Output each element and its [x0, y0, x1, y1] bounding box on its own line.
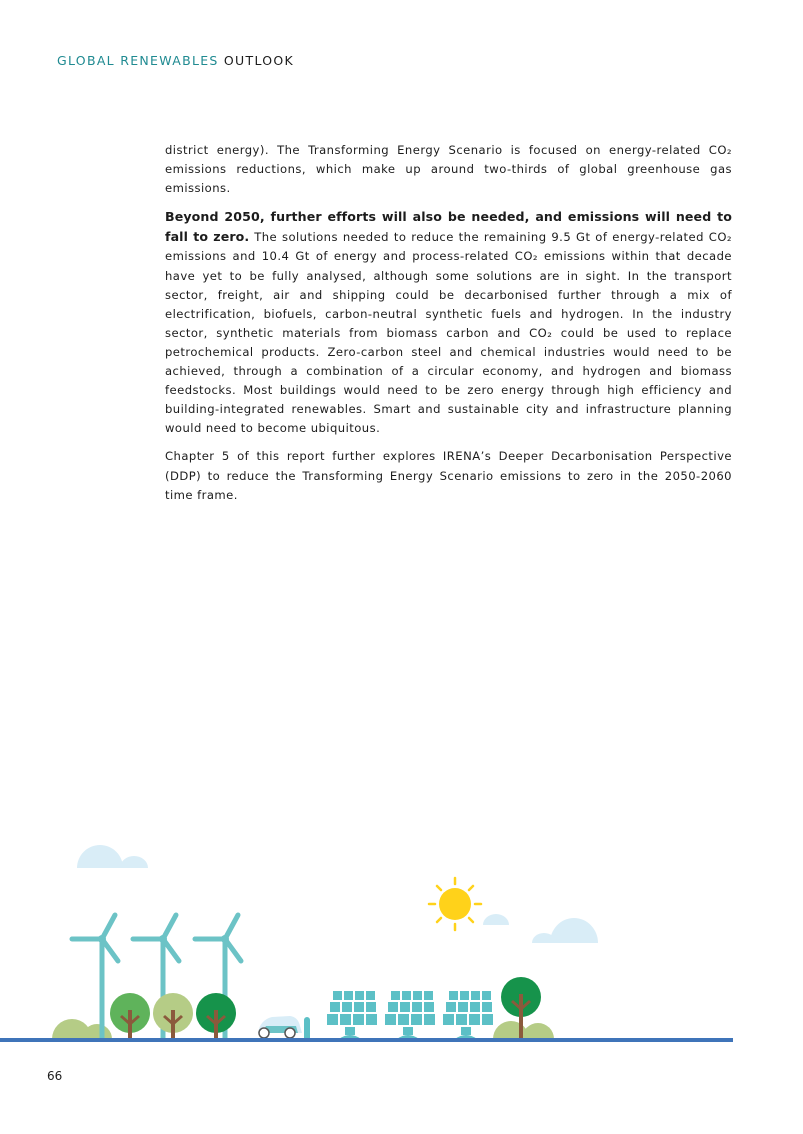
page-number: 66: [47, 1069, 63, 1083]
paragraph-1-text: district energy). The Transforming Energy Scenario is focused on energy-related CO₂ emissions reductions, which make up around two-thirds of global greenhouse gas emissions.: [165, 143, 732, 196]
paragraph-2: [165, 207, 732, 438]
solar-panel-icon: [327, 991, 377, 1039]
paragraph-3-text: Chapter 5 of this report further explores IRENA’s Deeper Decarbonisation Perspective (DDP) to reduce the Transforming Energy Scenario emissions to zero in the 2050-2060 time frame.: [165, 449, 732, 502]
header-title-part-a: GLOBAL RENEWABLES: [57, 53, 219, 68]
paragraph-2-lead: Beyond 2050, further efforts will also be needed, and emissions will need to fall to zero.: [165, 209, 732, 245]
header-title-part-b: OUTLOOK: [223, 53, 295, 68]
solar-panel-icon: [385, 991, 435, 1039]
cloud-icon: [483, 914, 509, 925]
ground-line: [0, 1038, 733, 1042]
electric-car-icon: [258, 1016, 310, 1039]
paragraph-1: [165, 141, 732, 198]
turbine-hub: [221, 935, 229, 943]
cloud-icon: [77, 845, 148, 868]
renewable-energy-illustration: [0, 830, 803, 1050]
turbine-hub: [159, 935, 167, 943]
bush-icon: [493, 1021, 554, 1039]
tree-icon: [110, 993, 150, 1039]
turbine-hub: [98, 935, 106, 943]
tree-icon: [153, 993, 193, 1039]
body-text: [165, 141, 732, 514]
tree-icon: [196, 993, 236, 1039]
paragraph-3: [165, 447, 732, 504]
sun-icon: [429, 878, 481, 930]
paragraph-2-text: The solutions needed to reduce the remaining 9.5 Gt of energy-related CO₂ emissions and 10.4 Gt of energy and process-related CO₂ emissions within that decade have yet to be fully analysed, although some solutions are in sight. In the transport sector, freight, air and shipping could be decarbonised further through a mix of electrification, biofuels, carbon-neutral synthetic fuels and hydrogen. In the industry sector, synthetic materials from biomass carbon and CO₂ could be used to replace petrochemical products. Zero-carbon steel and chemical industries would need to be achieved, through a combination of a circular economy, and hydrogen and biomass feedstocks. Most buildings would need to be zero energy through high efficiency and building-integrated renewables. Smart and sustainable city and infrastructure planning would need to become ubiquitous.: [165, 230, 732, 436]
solar-panel-icon: [443, 991, 493, 1039]
running-header: [57, 53, 294, 68]
cloud-icon: [532, 918, 598, 943]
